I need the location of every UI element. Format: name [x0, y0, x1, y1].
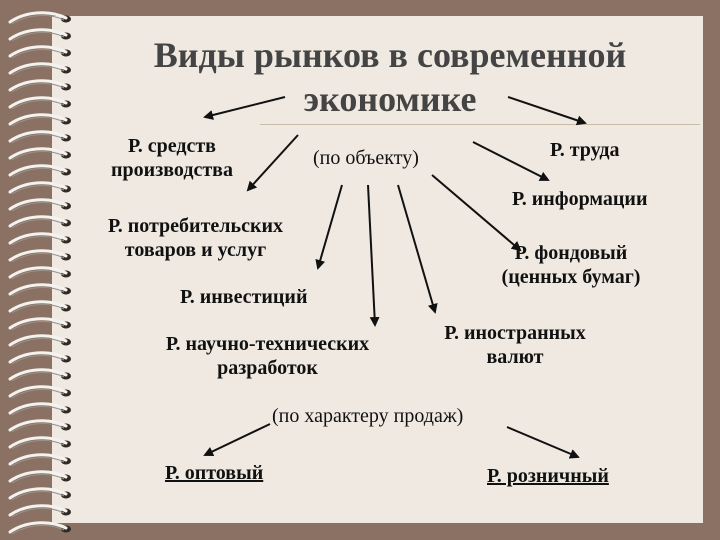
label-investment: Р. инвестиций — [180, 286, 308, 308]
arrow-to-labor — [508, 97, 585, 123]
label-stock — [486, 241, 656, 289]
label-by-object: (по объекту) — [313, 147, 419, 169]
slide-title-line2: экономике — [303, 79, 477, 119]
label-stock-line2: (ценных бумаг) — [501, 266, 641, 288]
arrow-to-wholesale — [205, 424, 270, 455]
label-by-sales: (по характеру продаж) — [272, 405, 464, 427]
label-information: Р. информации — [512, 188, 648, 210]
label-stock-line1: Р. фондовый — [514, 242, 628, 264]
arrow-to-scitech — [368, 185, 375, 325]
arrow-to-currency — [398, 185, 435, 312]
arrow-to-consumer-goods — [248, 135, 298, 190]
arrow-to-investment — [318, 185, 342, 268]
label-currency-line2: валют — [486, 346, 544, 368]
label-currency — [425, 321, 605, 369]
label-labor: Р. труда — [550, 139, 620, 161]
arrow-to-information — [473, 142, 548, 180]
slide-title-line1: Виды рынков в современной — [153, 35, 627, 75]
arrow-to-retail — [507, 427, 578, 457]
arrow-to-means-of-production — [205, 97, 285, 117]
label-consumer-goods-line2: товаров и услуг — [124, 239, 267, 261]
label-means-of-production — [97, 134, 247, 182]
label-retail: Р. розничный — [487, 465, 609, 487]
label-means-of-production-line2: производства — [111, 159, 233, 181]
label-means-of-production-line1: Р. средств — [128, 135, 216, 157]
arrow-to-stock — [432, 175, 520, 250]
label-currency-line1: Р. иностранных — [444, 322, 586, 344]
label-wholesale: Р. оптовый — [165, 462, 264, 484]
label-consumer-goods-line1: Р. потребительских — [108, 215, 283, 237]
label-scitech-line2: разработок — [217, 357, 318, 379]
label-scitech — [140, 332, 395, 380]
label-scitech-line1: Р. научно-технических — [165, 333, 370, 355]
label-consumer-goods — [88, 214, 303, 262]
